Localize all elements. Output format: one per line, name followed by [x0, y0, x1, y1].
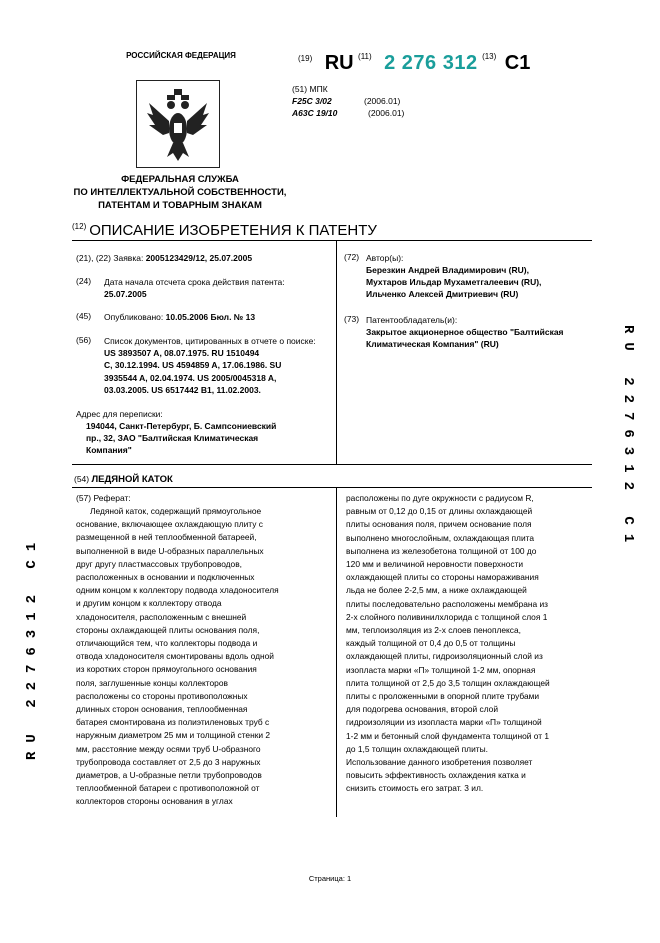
abstract-line: хладоносителя, расположенным с внешней	[76, 611, 247, 622]
field-code: (72)	[344, 252, 360, 262]
abstract-line: из коротких сторон прямоугольного основания	[76, 664, 257, 675]
abstract-line: охлаждающей плиты со стороны намораживания	[346, 572, 539, 583]
abstract-line: охлаждающей плиты, гидроизоляционный слой из	[346, 651, 543, 662]
citation-line: 3935544 A, 02.04.1974. US 2005/0045318 A,	[104, 372, 277, 383]
author-line: Ильченко Алексей Дмитриевич (RU)	[366, 289, 519, 299]
code-19: (19)	[298, 54, 313, 63]
citation-line: C, 30.12.1994. US 4594859 A, 17.06.1986. SU	[104, 360, 282, 371]
patent-office-name	[60, 173, 300, 212]
divider	[72, 240, 592, 241]
field-code: (24)	[76, 276, 92, 286]
abstract-line: равным от 0,12 до 0,15 от длины охлаждающей	[346, 506, 533, 517]
office-line: ПО ИНТЕЛЛЕКТУАЛЬНОЙ СОБСТВЕННОСТИ,	[73, 187, 287, 198]
code-11: (11)	[358, 52, 372, 61]
abstract-line: теплообменной батареи с противоположной от	[76, 783, 260, 794]
field-code: (45)	[76, 311, 92, 321]
address-field	[76, 408, 332, 456]
author-line: Мухтаров Ильдар Мухаметгалеевич (RU),	[366, 277, 542, 287]
citation-line: 03.03.2005. US 6517442 B1, 11.02.2003.	[104, 384, 261, 395]
abstract-left-column	[76, 505, 326, 809]
abstract-line: льда не более 2-2,5 мм, а ниже охлаждающей	[346, 585, 527, 596]
abstract-line: 120 мм и величиной неровности поверхности	[346, 559, 524, 570]
abstract-line: расположены со стороны противоположных	[76, 690, 248, 701]
abstract-line: друг другу пластмассовых трубопроводов,	[76, 558, 242, 569]
divider	[72, 487, 592, 488]
abstract-line: Использование данного изобретения позволяет	[346, 757, 533, 768]
office-line: ФЕДЕРАЛЬНАЯ СЛУЖБА	[121, 174, 239, 185]
citations-field	[104, 335, 332, 396]
abstract-line: выполненной в виде U-образных параллельных	[76, 545, 264, 556]
address-line: 194044, Санкт-Петербург, Б. Сампсониевский	[86, 421, 277, 431]
coat-of-arms-emblem	[136, 80, 220, 168]
abstract-line: выполнена из железобетона толщиной от 100 до	[346, 545, 537, 556]
published-field	[104, 311, 330, 323]
patent-number-block	[298, 52, 530, 75]
abstract-line: одним концом к коллектору подвода хладоносителя	[76, 585, 279, 596]
eagle-icon	[137, 81, 219, 167]
abstract-line: мм, теплоизоляция из 2-х слоев пеноплекса,	[346, 625, 521, 636]
abstract-line: наружным диаметром 25 мм и толщиной стенки 2	[76, 730, 271, 741]
abstract-line: плиты с проложенными в опорной плите трубами	[346, 691, 540, 702]
abstract-label	[76, 492, 131, 504]
code-51: (51)	[292, 84, 308, 94]
column-divider	[336, 487, 337, 817]
owner-line: Климатическая Компания" (RU)	[366, 339, 499, 349]
abstract-line: плиты основания поля, причем основание поля	[346, 519, 532, 530]
abstract-line: до 1,5 толщин охлаждающей плиты.	[346, 743, 488, 754]
abstract-line: мм, расстояние между осями труб U-образного	[76, 743, 261, 754]
invention-title-text: ЛЕДЯНОЙ КАТОК	[91, 474, 173, 485]
abstract-line: 2-х слойного поливинилхлорида с толщиной слоя 1	[346, 611, 548, 622]
field-label: Реферат:	[93, 493, 131, 503]
owner-line: Закрытое акционерное общество "Балтийская	[366, 327, 564, 337]
field-code: (56)	[76, 335, 92, 345]
abstract-line: повысить эффективность охлаждения катка и	[346, 770, 526, 781]
field-label: Патентообладатель(и):	[366, 315, 458, 325]
column-divider	[336, 240, 337, 464]
side-label-left: RU 2276312 C1	[24, 533, 40, 760]
side-label-right: RU 2276312 C1	[620, 325, 636, 552]
abstract-line: длинных сторон основания, теплообменная	[76, 704, 248, 715]
abstract-line: для подогрева основания, второй слой	[346, 704, 499, 715]
abstract-line: плиты последовательно расположены мембрана из	[346, 598, 548, 609]
code-13: (13)	[482, 52, 497, 61]
abstract-line: каждый толщиной от 0,4 до 0,5 от толщины	[346, 638, 516, 649]
field-code: (21), (22)	[76, 253, 111, 263]
ipc-version: (2006.01)	[364, 96, 401, 106]
country-name: РОССИЙСКАЯ ФЕДЕРАЦИЯ	[126, 51, 236, 60]
field-code: (73)	[344, 314, 360, 324]
address-line: Компания"	[86, 445, 132, 455]
country-code: RU	[324, 52, 354, 74]
field-value: 10.05.2006 Бюл. № 13	[165, 312, 256, 322]
abstract-line: гидроизоляции из изопласта марки «П» толщиной	[346, 717, 542, 728]
abstract-line: и другим концом к коллектору отвода	[76, 598, 222, 609]
code-12: (12)	[72, 222, 87, 231]
invention-title	[74, 474, 173, 485]
field-label: Дата начала отсчета срока действия патента:	[104, 277, 285, 287]
page-number: Страница: 1	[308, 874, 352, 883]
field-label: Адрес для переписки:	[76, 409, 163, 419]
abstract-line: Ледяной каток, содержащий прямоугольное	[90, 506, 262, 516]
application-field	[76, 252, 330, 264]
authors-field	[366, 252, 606, 300]
owner-field	[366, 314, 606, 350]
start-date-field	[104, 276, 330, 300]
author-line: Березкин Андрей Владимирович (RU),	[366, 265, 529, 275]
divider	[72, 464, 592, 465]
abstract-line: основание, включающее охлаждающую плиту с	[76, 519, 263, 530]
abstract-line: расположенных в основании и подключенных	[76, 572, 255, 583]
abstract-line: расположены по дуге окружности с радиусом R,	[346, 493, 534, 503]
abstract-line: изопласта марки «П» толщиной 1-2 мм, опорная	[346, 664, 536, 675]
field-label: Заявка:	[113, 253, 144, 263]
kind-code: C1	[504, 52, 531, 74]
abstract-line: коллекторов стороны основания в углах	[76, 796, 233, 807]
abstract-line: плита толщиной от 2,5 до 3,5 толщин охлаждающей	[346, 677, 550, 688]
abstract-line: отвода хладоносителя смонтированы вдоль одной	[76, 651, 274, 662]
ipc-version: (2006.01)	[368, 108, 405, 118]
mpk-label: МПК	[309, 84, 328, 94]
ipc-class: A63C 19/10	[292, 108, 338, 118]
abstract-line: диаметров, а U-образные петли трубопроводов	[76, 770, 262, 781]
abstract-right-column	[346, 492, 596, 796]
ipc-block	[292, 83, 404, 119]
description-title	[72, 222, 377, 239]
field-value: 2005123429/12, 25.07.2005	[145, 253, 253, 263]
description-title-text: ОПИСАНИЕ ИЗОБРЕТЕНИЯ К ПАТЕНТУ	[89, 222, 377, 239]
office-line: ПАТЕНТАМ И ТОВАРНЫМ ЗНАКАМ	[98, 200, 262, 211]
field-value: 25.07.2005	[104, 289, 147, 299]
field-code: (54)	[74, 474, 90, 484]
citation-line: US 3893507 A, 08.07.1975. RU 1510494	[104, 348, 260, 359]
abstract-line: 1-2 мм и бетонный слой фундамента толщиной от 1	[346, 730, 550, 741]
abstract-line: стороны охлаждающей плиты основания поля,	[76, 624, 260, 635]
abstract-line: размещенной в ней теплообменной батареей,	[76, 532, 257, 543]
abstract-line: отличающийся тем, что коллекторы подвода и	[76, 638, 258, 649]
abstract-line: поля, заглушенные концы коллекторов	[76, 677, 228, 688]
patent-number: 2 276 312	[384, 52, 478, 74]
abstract-line: батарея смонтирована из полиэтиленовых труб с	[76, 717, 270, 728]
abstract-line: снизить стоимость его затрат. 3 ил.	[346, 783, 484, 794]
field-code: (57)	[76, 493, 92, 503]
abstract-line: выполнено многослойным, охлаждающая плита	[346, 532, 535, 543]
address-line: пр., 32, ЗАО "Балтийская Климатическая	[86, 433, 259, 443]
ipc-class: F25C 3/02	[292, 96, 332, 106]
abstract-line: трубопровода составляет от 2,5 до 3 наружных	[76, 756, 261, 767]
field-label: Автор(ы):	[366, 253, 404, 263]
field-label: Опубликовано:	[104, 312, 164, 322]
field-label: Список документов, цитированных в отчете о поиске:	[104, 336, 316, 346]
